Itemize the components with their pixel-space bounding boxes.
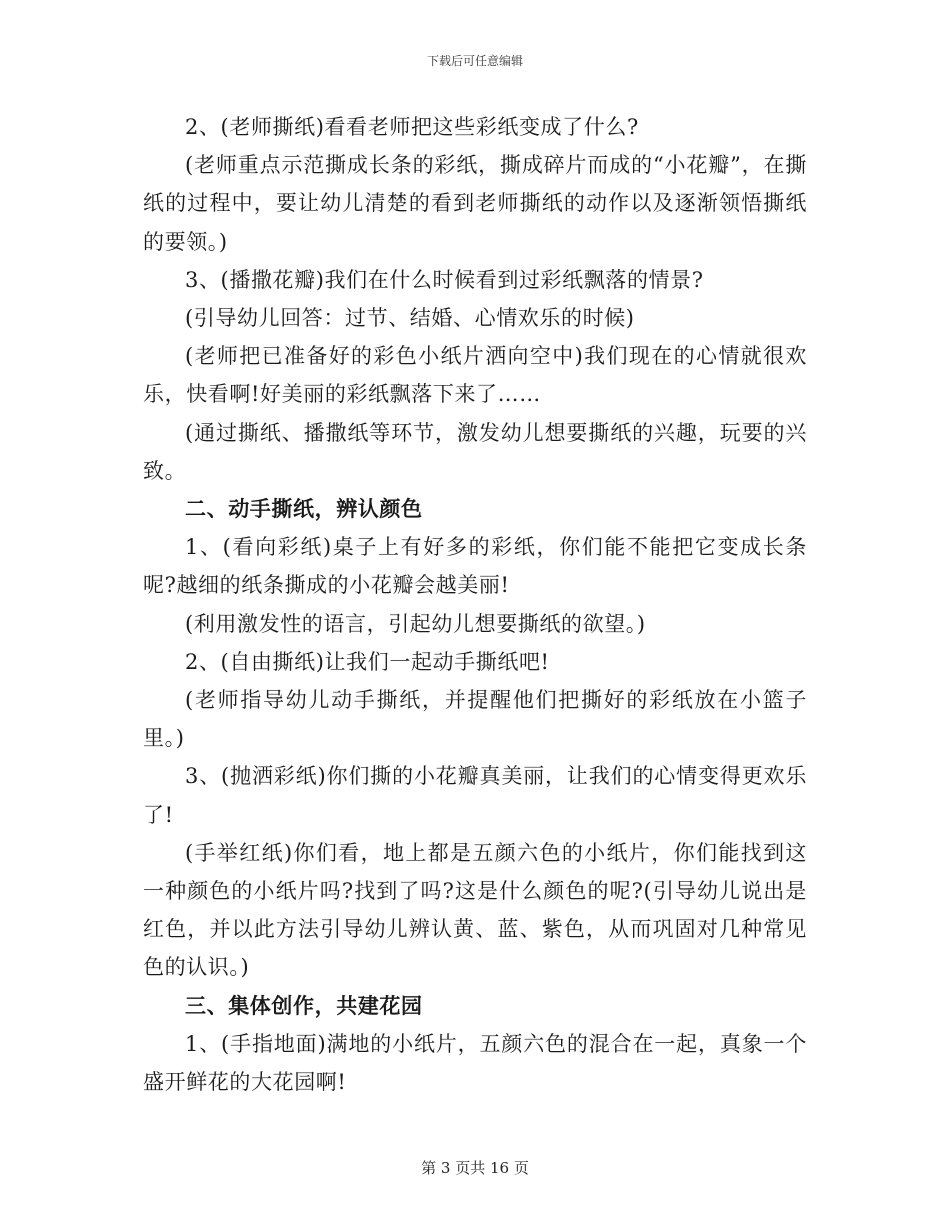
- paragraph: (通过撕纸、播撒纸等环节，激发幼儿想要撕纸的兴趣，玩要的兴致。: [143, 420, 807, 483]
- paragraph: 1、(手指地面)满地的小纸片，五颜六色的混合在一起，真象一个盛开鲜花的大花园啊!: [143, 1031, 807, 1095]
- paragraph: 3、(抛洒彩纸)你们撕的小花瓣真美丽，让我们的心情变得更欢乐了!: [143, 764, 807, 827]
- document-body: [143, 108, 807, 1101]
- paragraph: (老师指导幼儿动手撕纸，并提醒他们把撕好的彩纸放在小篮子里。): [143, 688, 807, 751]
- paragraph: (老师把已准备好的彩色小纸片洒向空中)我们现在的心情就很欢乐，快看啊!好美丽的彩纸飘落下来了……: [143, 344, 807, 407]
- paragraph: 2、(自由撕纸)让我们一起动手撕纸吧!: [185, 649, 550, 674]
- page-footer: 第 3 页共 16 页: [421, 1159, 529, 1177]
- paragraph: 2、(老师撕纸)看看老师把这些彩纸变成了什么?: [185, 115, 639, 139]
- paragraph: (老师重点示范撕成长条的彩纸，撕成碎片而成的“小花瓣”，在撕纸的过程中，要让幼儿清楚的看到老师撕纸的动作以及逐渐领悟撕纸的要领。): [143, 153, 807, 254]
- paragraph: 1、(看向彩纸)桌子上有好多的彩纸，你们能不能把它变成长条呢?越细的纸条撕成的小花瓣会越美丽!: [143, 535, 807, 598]
- page-header: 下载后可任意编辑: [426, 54, 523, 68]
- paragraph: (引导幼儿回答：过节、结婚、心情欢乐的时候): [185, 306, 635, 331]
- paragraph: (利用激发性的语言，引起幼儿想要撕纸的欲望。): [185, 611, 646, 636]
- section-heading: 二、动手撕纸，辨认颜色: [185, 496, 423, 522]
- paragraph: 3、(播撒花瓣)我们在什么时候看到过彩纸飘落的情景?: [185, 267, 704, 292]
- section-heading: 三、集体创作，共建花园: [185, 992, 423, 1018]
- paragraph: (手举红纸)你们看，地上都是五颜六色的小纸片，你们能找到这一种颜色的小纸片吗?找到了吗?这是什么颜色的呢?(引导幼儿说出是红色，并以此方法引导幼儿辨认黄、蓝、紫色，从而巩固对几种常见色的认识。): [143, 840, 807, 980]
